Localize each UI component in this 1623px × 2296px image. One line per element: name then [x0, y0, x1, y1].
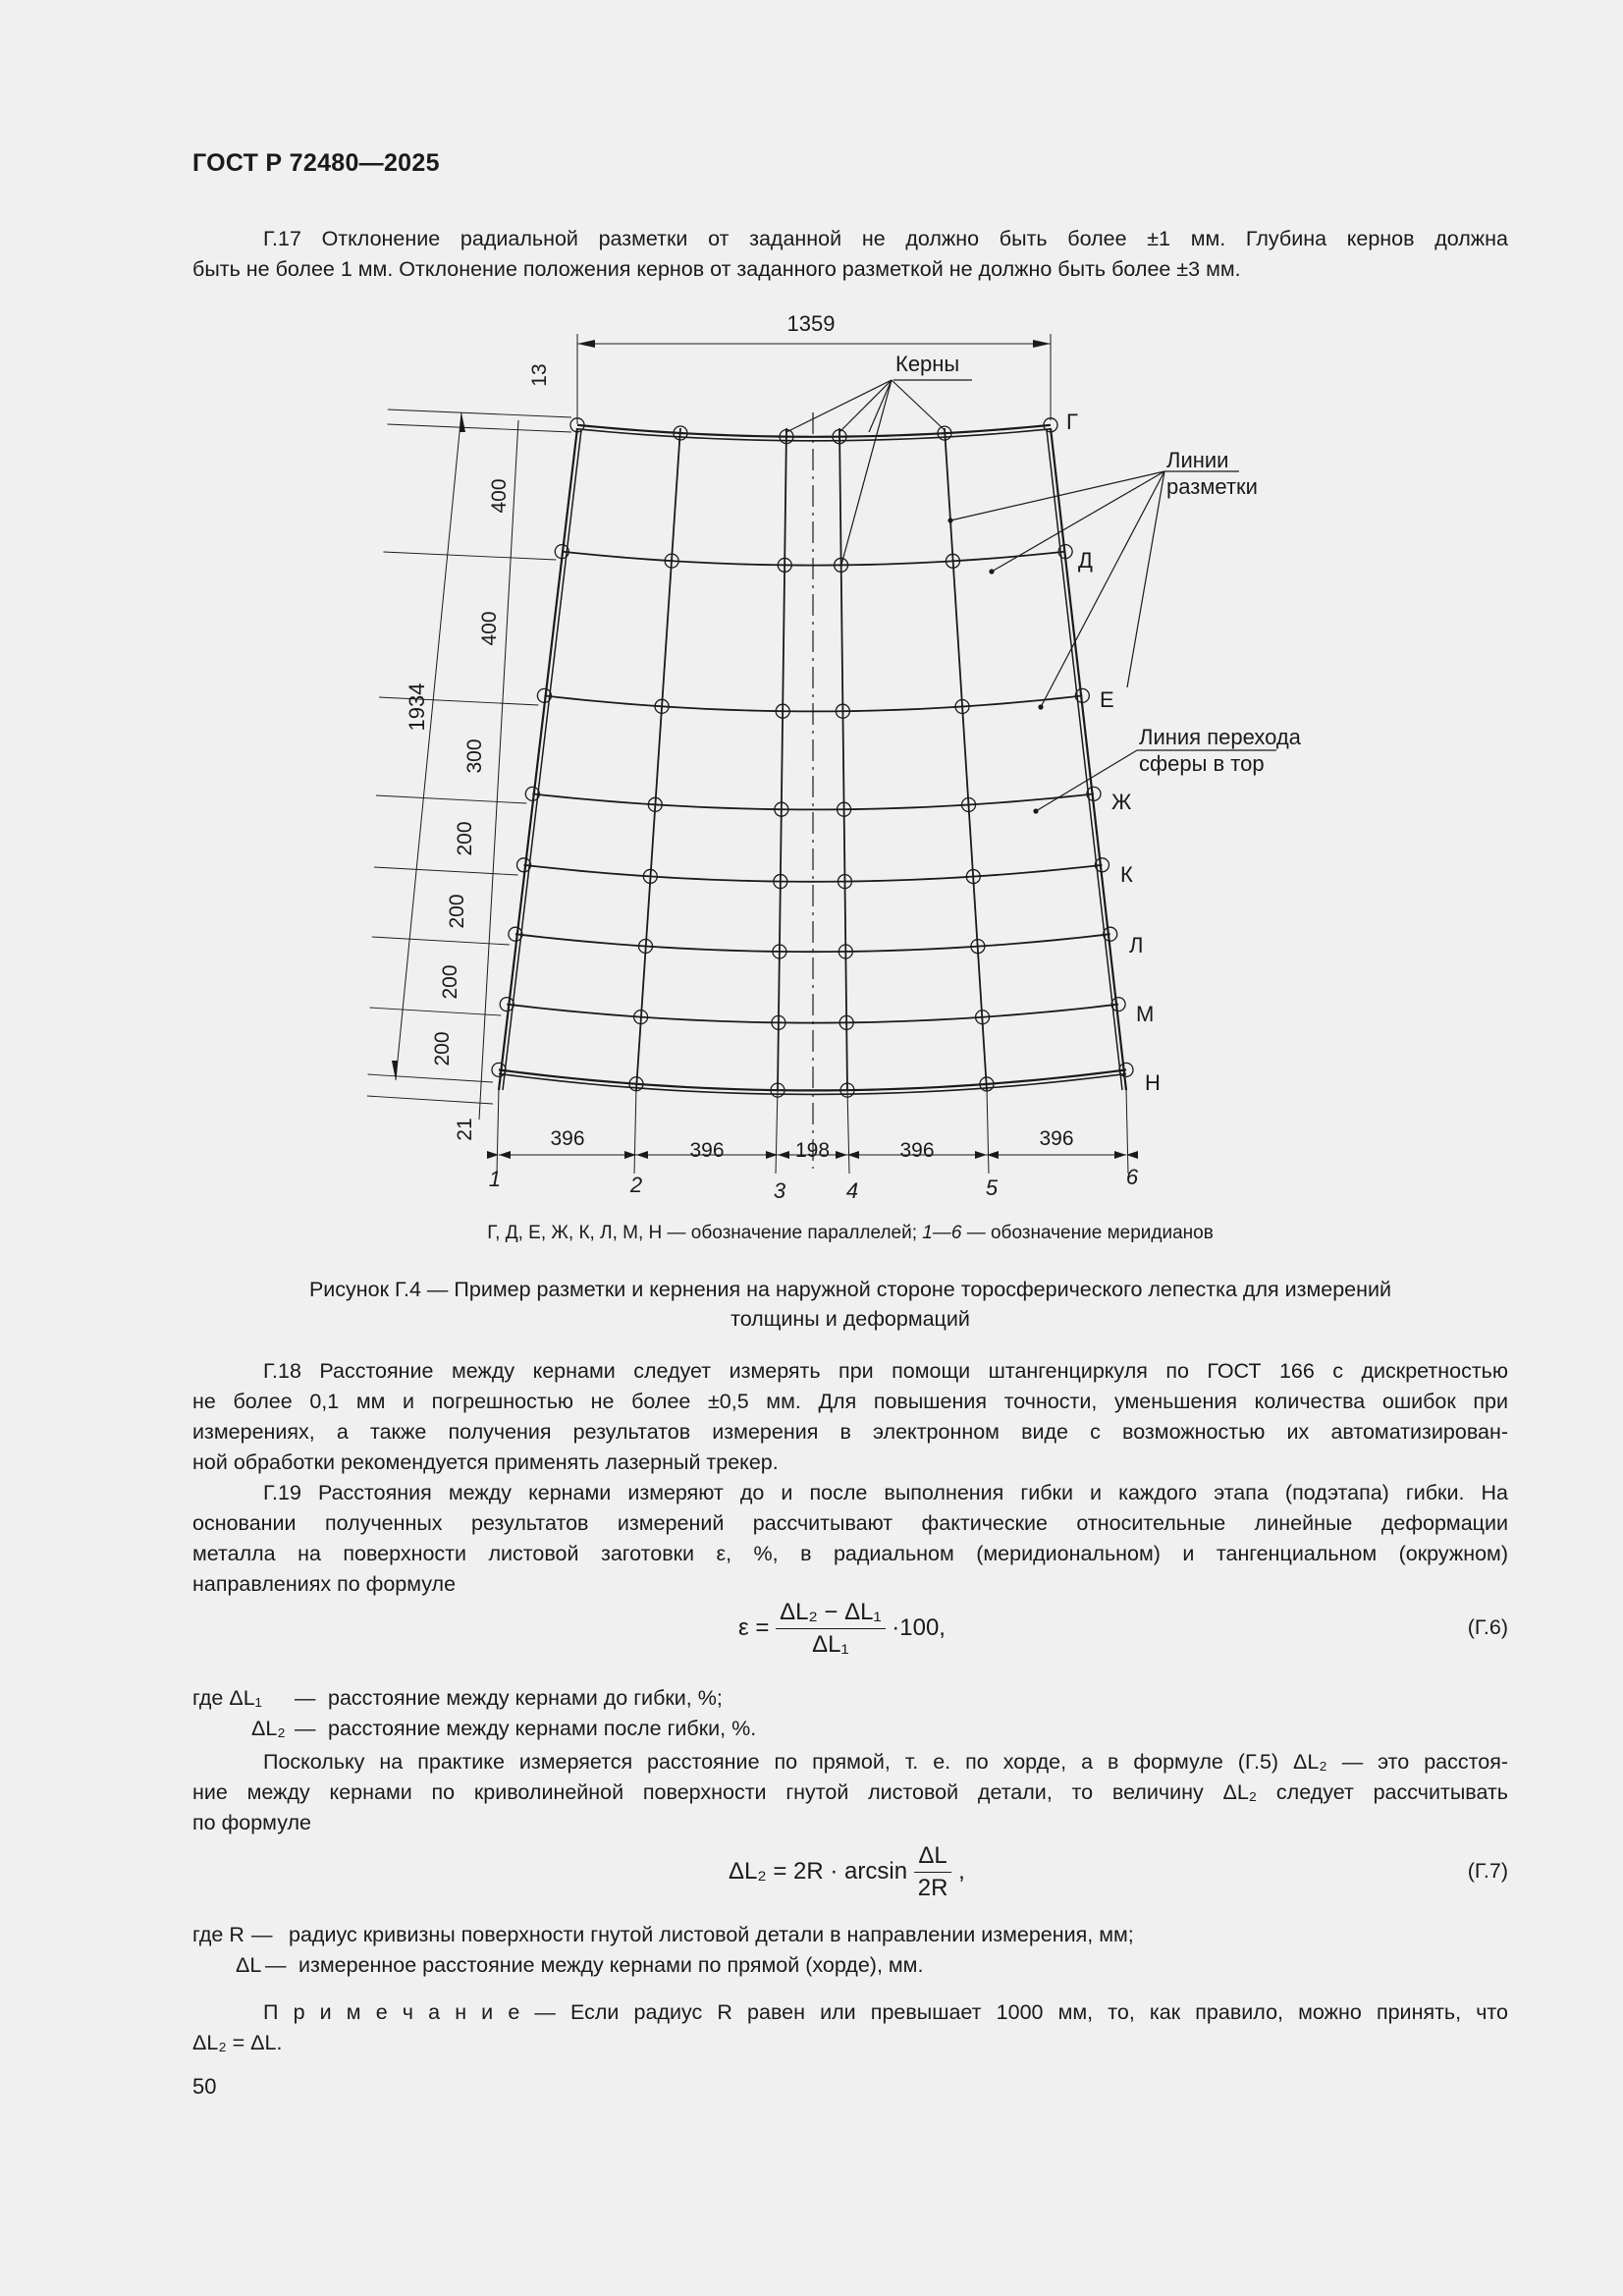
- dimension-label: 400: [488, 478, 511, 514]
- extension-line: [634, 1088, 636, 1174]
- parallel-label: Л: [1129, 933, 1144, 957]
- meridian-label: 1: [488, 1167, 502, 1191]
- arrowhead: [836, 1151, 847, 1159]
- where-symbol: ΔL₂: [251, 1717, 286, 1740]
- extension-line: [376, 795, 526, 803]
- paragraph-line: металла на поверхности листовой заготовки ε, %, в радиальном (меридиональном) и тангенциальном (окружном): [192, 1542, 1508, 1565]
- dimension-label: 396: [1039, 1127, 1074, 1150]
- extension-line: [367, 1096, 493, 1104]
- where-dash: —: [265, 1953, 287, 1977]
- callout-label: Керны: [895, 352, 960, 376]
- dimension-label: 400: [478, 611, 501, 646]
- parallel-label: Е: [1100, 687, 1114, 712]
- leader-line: [1127, 471, 1164, 687]
- fraction-numerator: ΔL₂ − ΔL₁: [776, 1599, 886, 1629]
- arrowhead: [778, 1151, 789, 1159]
- where-text: измеренное расстояние между кернами по прямой (хорде), мм.: [298, 1953, 924, 1977]
- dimension-label: 13: [528, 363, 551, 387]
- dimension-label: 200: [446, 894, 468, 929]
- dimension-label: 198: [794, 1139, 831, 1162]
- arrowhead: [1033, 340, 1051, 348]
- callout-label: сферы в тор: [1139, 751, 1265, 776]
- arrowhead: [636, 1151, 648, 1159]
- leader-line: [841, 380, 892, 565]
- parallel-label: Н: [1145, 1070, 1161, 1095]
- meridian-label: 5: [985, 1175, 999, 1200]
- leader-dot: [989, 569, 994, 574]
- formula-rhs: ,: [958, 1857, 965, 1885]
- fraction: [914, 1842, 952, 1902]
- parallel-line: [562, 552, 1065, 566]
- leader-dot: [1038, 704, 1043, 709]
- figure-legend: [192, 1223, 1508, 1244]
- meridian-line: [636, 428, 680, 1090]
- parallel-label: К: [1120, 862, 1133, 887]
- meridian-line: [839, 428, 847, 1090]
- dimension-label: 396: [550, 1127, 585, 1150]
- meridian-line: [778, 428, 786, 1090]
- formula-rhs: ·100,: [892, 1613, 946, 1641]
- extension-line: [379, 697, 538, 705]
- dimension-label: 396: [899, 1139, 935, 1162]
- leader-dot: [1033, 808, 1038, 813]
- meridian-label: 6: [1125, 1165, 1139, 1189]
- dimension-label: 1934: [405, 683, 429, 732]
- dimension-label: 21: [454, 1118, 476, 1141]
- note-line: ΔL₂ = ΔL.: [192, 2031, 283, 2054]
- extension-line: [370, 1008, 502, 1015]
- arrowhead: [499, 1151, 511, 1159]
- note: [192, 1997, 1508, 2058]
- fraction-denominator: ΔL₁: [812, 1631, 849, 1658]
- extension-line: [776, 1088, 778, 1174]
- caption-line: толщины и деформаций: [730, 1307, 970, 1331]
- dimension-label: 200: [439, 964, 461, 1000]
- arrowhead: [1114, 1151, 1126, 1159]
- leader-line: [786, 380, 892, 432]
- dimension-label: 200: [454, 821, 476, 856]
- where-symbol: где ΔL₁: [192, 1686, 262, 1710]
- paragraph-line: направлениях по формуле: [192, 1572, 457, 1596]
- figure-caption: [192, 1275, 1508, 1334]
- caption-line: Рисунок Г.4 — Пример разметки и кернения на наружной стороне торосферического лепестка для измерений: [308, 1278, 1392, 1301]
- paragraph-line: Поскольку на практике измеряется расстояние по прямой, т. е. по хорде, а в формуле (Г.5) ΔL₂ — это расстоя-: [263, 1750, 1508, 1774]
- extension-line: [387, 424, 571, 432]
- extension-line: [847, 1088, 849, 1174]
- extension-line: [388, 410, 571, 417]
- arrowhead: [975, 1151, 987, 1159]
- arrowhead: [577, 340, 595, 348]
- dimension-label: 300: [463, 738, 486, 774]
- where-text: расстояние между кернами до гибки, %;: [328, 1686, 723, 1710]
- legend-text: — обозначение меридианов: [961, 1223, 1214, 1243]
- parallel-label: Ж: [1111, 790, 1132, 814]
- note-line: П р и м е ч а н и е — Если радиус R равен или превышает 1000 мм, то, как правило, можно принять, что: [263, 2000, 1508, 2024]
- paragraph-line: ние между кернами по криволинейной поверхности гнутой листовой детали, то величину ΔL₂ следует рассчитывать: [192, 1780, 1508, 1804]
- meridian-line: [1051, 428, 1126, 1090]
- meridian-line: [499, 428, 577, 1090]
- where-dash: —: [295, 1686, 316, 1710]
- paragraph-line: по формуле: [192, 1811, 311, 1834]
- fraction-numerator: ΔL: [914, 1842, 950, 1873]
- equation-number-g7: (Г.7): [1467, 1859, 1508, 1883]
- extension-line: [987, 1088, 989, 1174]
- paragraph-line: быть не более 1 мм. Отклонение положения кернов от заданного разметкой не должно быть более ±3 мм.: [192, 257, 1241, 281]
- meridian-line: [503, 430, 581, 1090]
- paragraph-line: основании полученных результатов измерений рассчитывают фактические относительные линейные деформации: [192, 1511, 1508, 1535]
- dimension-label: 200: [431, 1031, 454, 1066]
- equation-number-g6: (Г.6): [1467, 1615, 1508, 1639]
- formula-g7: [729, 1842, 965, 1902]
- meridian-line: [945, 428, 987, 1090]
- where-text: расстояние между кернами после гибки, %.: [328, 1717, 757, 1740]
- paragraph-g19: [192, 1478, 1508, 1600]
- formula-g6: [738, 1599, 946, 1659]
- leader-line: [869, 380, 892, 432]
- legend-text: 1—6: [922, 1223, 962, 1243]
- where-dash: —: [295, 1717, 316, 1740]
- meridian-line: [1047, 430, 1122, 1090]
- where-symbol: где R: [192, 1923, 244, 1946]
- paragraph-g18: [192, 1356, 1508, 1478]
- dimension-label: 396: [689, 1139, 725, 1162]
- leader-line: [839, 380, 892, 432]
- paragraph-line: Г.18 Расстояние между кернами следует измерять при помощи штангенциркуля по ГОСТ 166 с дискретностью: [263, 1359, 1508, 1383]
- leader-dot: [947, 518, 952, 522]
- meridian-label: 3: [773, 1178, 786, 1203]
- page-number: 50: [192, 2074, 217, 2099]
- extension-line: [1126, 1088, 1128, 1174]
- document-header: ГОСТ Р 72480—2025: [192, 149, 440, 177]
- callout-label: разметки: [1166, 474, 1258, 499]
- parallel-label: М: [1136, 1002, 1155, 1026]
- paragraph-line: не более 0,1 мм и погрешностью не более ±0,5 мм. Для повышения точности, уменьшения количества ошибок при: [192, 1390, 1508, 1413]
- extension-line: [384, 552, 557, 560]
- paragraph-line: Г.19 Расстояния между кернами измеряют до и после выполнения гибки и каждого этапа (подэтапа) гибки. На: [263, 1481, 1508, 1504]
- callout-label: Линия перехода: [1139, 725, 1301, 749]
- paragraph-g19-cont: [192, 1747, 1508, 1838]
- meridian-label: 2: [629, 1173, 643, 1197]
- paragraph-line: ной обработки рекомендуется применять лазерный трекер.: [192, 1450, 779, 1474]
- extension-line: [497, 1088, 499, 1174]
- extension-line: [374, 867, 518, 875]
- dimension-label: 1359: [786, 311, 836, 336]
- where-block-1: [192, 1683, 756, 1744]
- where-symbol: ΔL: [236, 1953, 262, 1977]
- paragraph-line: измерениях, а также получения результатов измерения в электронном виде с возможностью их автоматизирован-: [192, 1420, 1508, 1444]
- callout-label: Линии: [1166, 448, 1229, 472]
- paragraph-line: Г.17 Отклонение радиальной разметки от заданной не должно быть более ±1 мм. Глубина кернов должна: [263, 227, 1508, 250]
- parallel-label: Г: [1066, 410, 1078, 434]
- formula-lhs: ε =: [738, 1613, 770, 1641]
- meridian-label: 4: [845, 1178, 859, 1203]
- parallel-label: Д: [1078, 548, 1093, 573]
- legend-text: Г, Д, Е, Ж, К, Л, М, Н — обозначение параллелей;: [487, 1223, 923, 1243]
- leader-line: [892, 380, 945, 430]
- where-text: радиус кривизны поверхности гнутой листовой детали в направлении измерения, мм;: [289, 1923, 1134, 1946]
- where-block-2: [192, 1920, 1134, 1981]
- leader-line: [950, 471, 1164, 520]
- fraction: [776, 1599, 886, 1659]
- formula-lhs: ΔL₂ = 2R · arcsin: [729, 1857, 908, 1885]
- fraction-denominator: 2R: [917, 1875, 948, 1901]
- where-dash: —: [251, 1923, 273, 1946]
- extension-line: [368, 1074, 493, 1082]
